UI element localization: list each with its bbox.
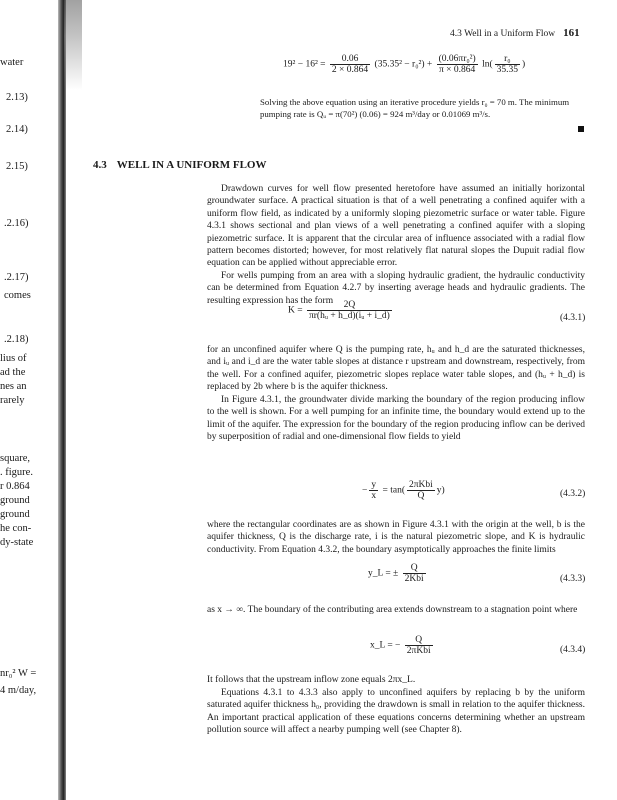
margin-snippet: 4 m/day, xyxy=(0,685,37,696)
equation-4-3-4: x_L = − $\frac{Q}{\text{2πKbi}}$ xyxy=(370,635,431,656)
margin-snippet: .2.16) xyxy=(4,218,29,229)
margin-snippet: comes xyxy=(4,290,31,301)
eq-fraction: $\frac{0.06}{2 \times 0.864}$ xyxy=(331,54,369,75)
equation-label: (4.3.2) xyxy=(560,489,586,499)
eq-fraction: $\frac{\text{(0.06πr₀²)}}{\pi \times 0.864}$ xyxy=(438,54,476,75)
eq-lhs: 19² − 16² = xyxy=(283,59,326,70)
section-number: 4.3 xyxy=(93,159,107,171)
paragraph: It follows that the upstream inflow zone equals 2πx_L. xyxy=(207,675,416,685)
page-number: 161 xyxy=(563,27,580,39)
margin-snippet: ground xyxy=(0,509,30,520)
margin-snippet: r 0.864 xyxy=(0,481,30,492)
equation-label: (4.3.1) xyxy=(560,313,586,323)
paragraph: where the rectangular coordinates are as shown in Figure 4.3.1 with the origin at the well, b is the aquifer thickness, Q is the discharge rate, i is the natural piezometric slope, and K is hydraulic conductivity. From Equation 4.3.2, the boundary asymptotically approaches the finite limits xyxy=(207,520,585,555)
margin-snippet: rarely xyxy=(0,395,25,406)
margin-snippet: he con- xyxy=(0,523,32,534)
binding-clip xyxy=(64,0,82,90)
equation-label: (4.3.3) xyxy=(560,574,586,584)
paragraph: as x → ∞. The boundary of the contributing area extends downstream to a stagnation point where xyxy=(207,605,578,615)
margin-snippet: .2.17) xyxy=(4,272,29,283)
solution-text: Solving the above equation using an iterative procedure yields r₀ = 70 m. The minimum pumping rate is Qᵤ = π(70²) (0.06) = 924 m³/day or 0.01069 m³/s. xyxy=(260,97,570,120)
equation-4-3-1: K = $\frac{2Q}{\text{πr(hᵤ + h\_d)(iᵤ + i\_d)}}$ xyxy=(288,300,390,321)
section-title: WELL IN A UNIFORM FLOW xyxy=(116,159,267,171)
eq-fraction: $\frac{\text{r₀}}{35.35}$ xyxy=(496,54,519,75)
margin-snippet: 2.15) xyxy=(6,161,28,172)
running-header xyxy=(450,27,580,39)
end-of-example-mark xyxy=(578,126,584,132)
margin-snippet: lius of xyxy=(0,353,27,364)
eq-paren: (35.35² − r₀²) + xyxy=(374,59,433,70)
margin-snippet: . figure. xyxy=(0,467,33,478)
paragraph: Drawdown curves for well flow presented heretofore have assumed an initially horizontal groundwater surface. A practical situation is that of a well penetrating a confined aquifer with a uniform flow field, as indicated by a uniformly sloping piezometric surface or water table. Figure 4.3.1 shows sectional and plan views of a well penetrating a confined aquifer with a sloping piezometric surface. It is apparent that the circular area of influence associated with a radial flow pattern becomes distorted; however, for most relatively flat natural slopes the Dupuit radial flow equation can be applied without appreciable error. xyxy=(207,184,585,269)
header-section: 4.3 Well in a Uniform Flow xyxy=(450,29,556,39)
margin-snippet: 2.13) xyxy=(6,92,28,103)
equation-4-3-3: y_L = ± $\frac{Q}{\text{2Kbi}}$ xyxy=(368,563,424,584)
equation-4-3-2: − $\frac{y}{x}$ = tan( $\frac{\text{2πKbi}}{Q}$ y) xyxy=(362,480,445,501)
eq-ln: ln xyxy=(482,59,490,70)
section-heading xyxy=(93,159,267,171)
margin-snippet: nr₀² W = xyxy=(0,668,37,679)
margin-snippet: .2.18) xyxy=(4,334,29,345)
margin-snippet: water xyxy=(0,57,24,68)
margin-snippet: ad the xyxy=(0,367,26,378)
paragraph: In Figure 4.3.1, the groundwater divide marking the boundary of the region producing inflow to the well is shown. For a well pumping for an infinite time, the boundary would extend up to the limit of the aquifer. The expression for the boundary of the region producing inflow can be derived by superposition of radial and one-dimensional flow fields to yield xyxy=(207,395,585,443)
paragraph: For wells pumping from an area with a sloping hydraulic gradient, the hydraulic conductivity can be determined from Equation 4.2.7 by inserting average heads and hydraulic gradients. The resulting expression has the form xyxy=(207,271,585,306)
margin-snippet: ground xyxy=(0,495,30,506)
margin-snippet: 2.14) xyxy=(6,124,28,135)
paragraph: Equations 4.3.1 to 4.3.3 also apply to unconfined aquifers by replacing b by the uniform saturated aquifer thickness h₀, providing the drawdown is small in relation to the aquifer thickness. An important practical application of these equations concerns determining whether an upstream pollution source will affect a nearby pumping well (see Chapter 8). xyxy=(207,688,585,736)
margin-snippet: dy-state xyxy=(0,537,34,548)
margin-snippet: nes an xyxy=(0,381,27,392)
book-spine-shadow xyxy=(58,0,66,800)
paragraph: for an unconfined aquifer where Q is the pumping rate, hᵤ and h_d are the saturated thicknesses, and iᵤ and i_d are the water table slopes at distance r upstream and downstream, respectively, from the well. For a confined aquifer, piezometric slopes replace water table slopes, and (hᵤ + h_d) is replaced by 2b where b is the aquifer thickness. xyxy=(207,345,585,393)
top-equation: 19² − 16² = $\frac{0.06}{2 \times 0.864}$ (35.35² − r₀²) + $\frac{\text{(0.06πr₀²)}}{\pi \times 0.864}$ ln( $\frac{\text{r₀}}{35.35}$ ) xyxy=(283,54,526,75)
equation-label: (4.3.4) xyxy=(560,645,586,655)
margin-snippet: square, xyxy=(0,453,31,464)
